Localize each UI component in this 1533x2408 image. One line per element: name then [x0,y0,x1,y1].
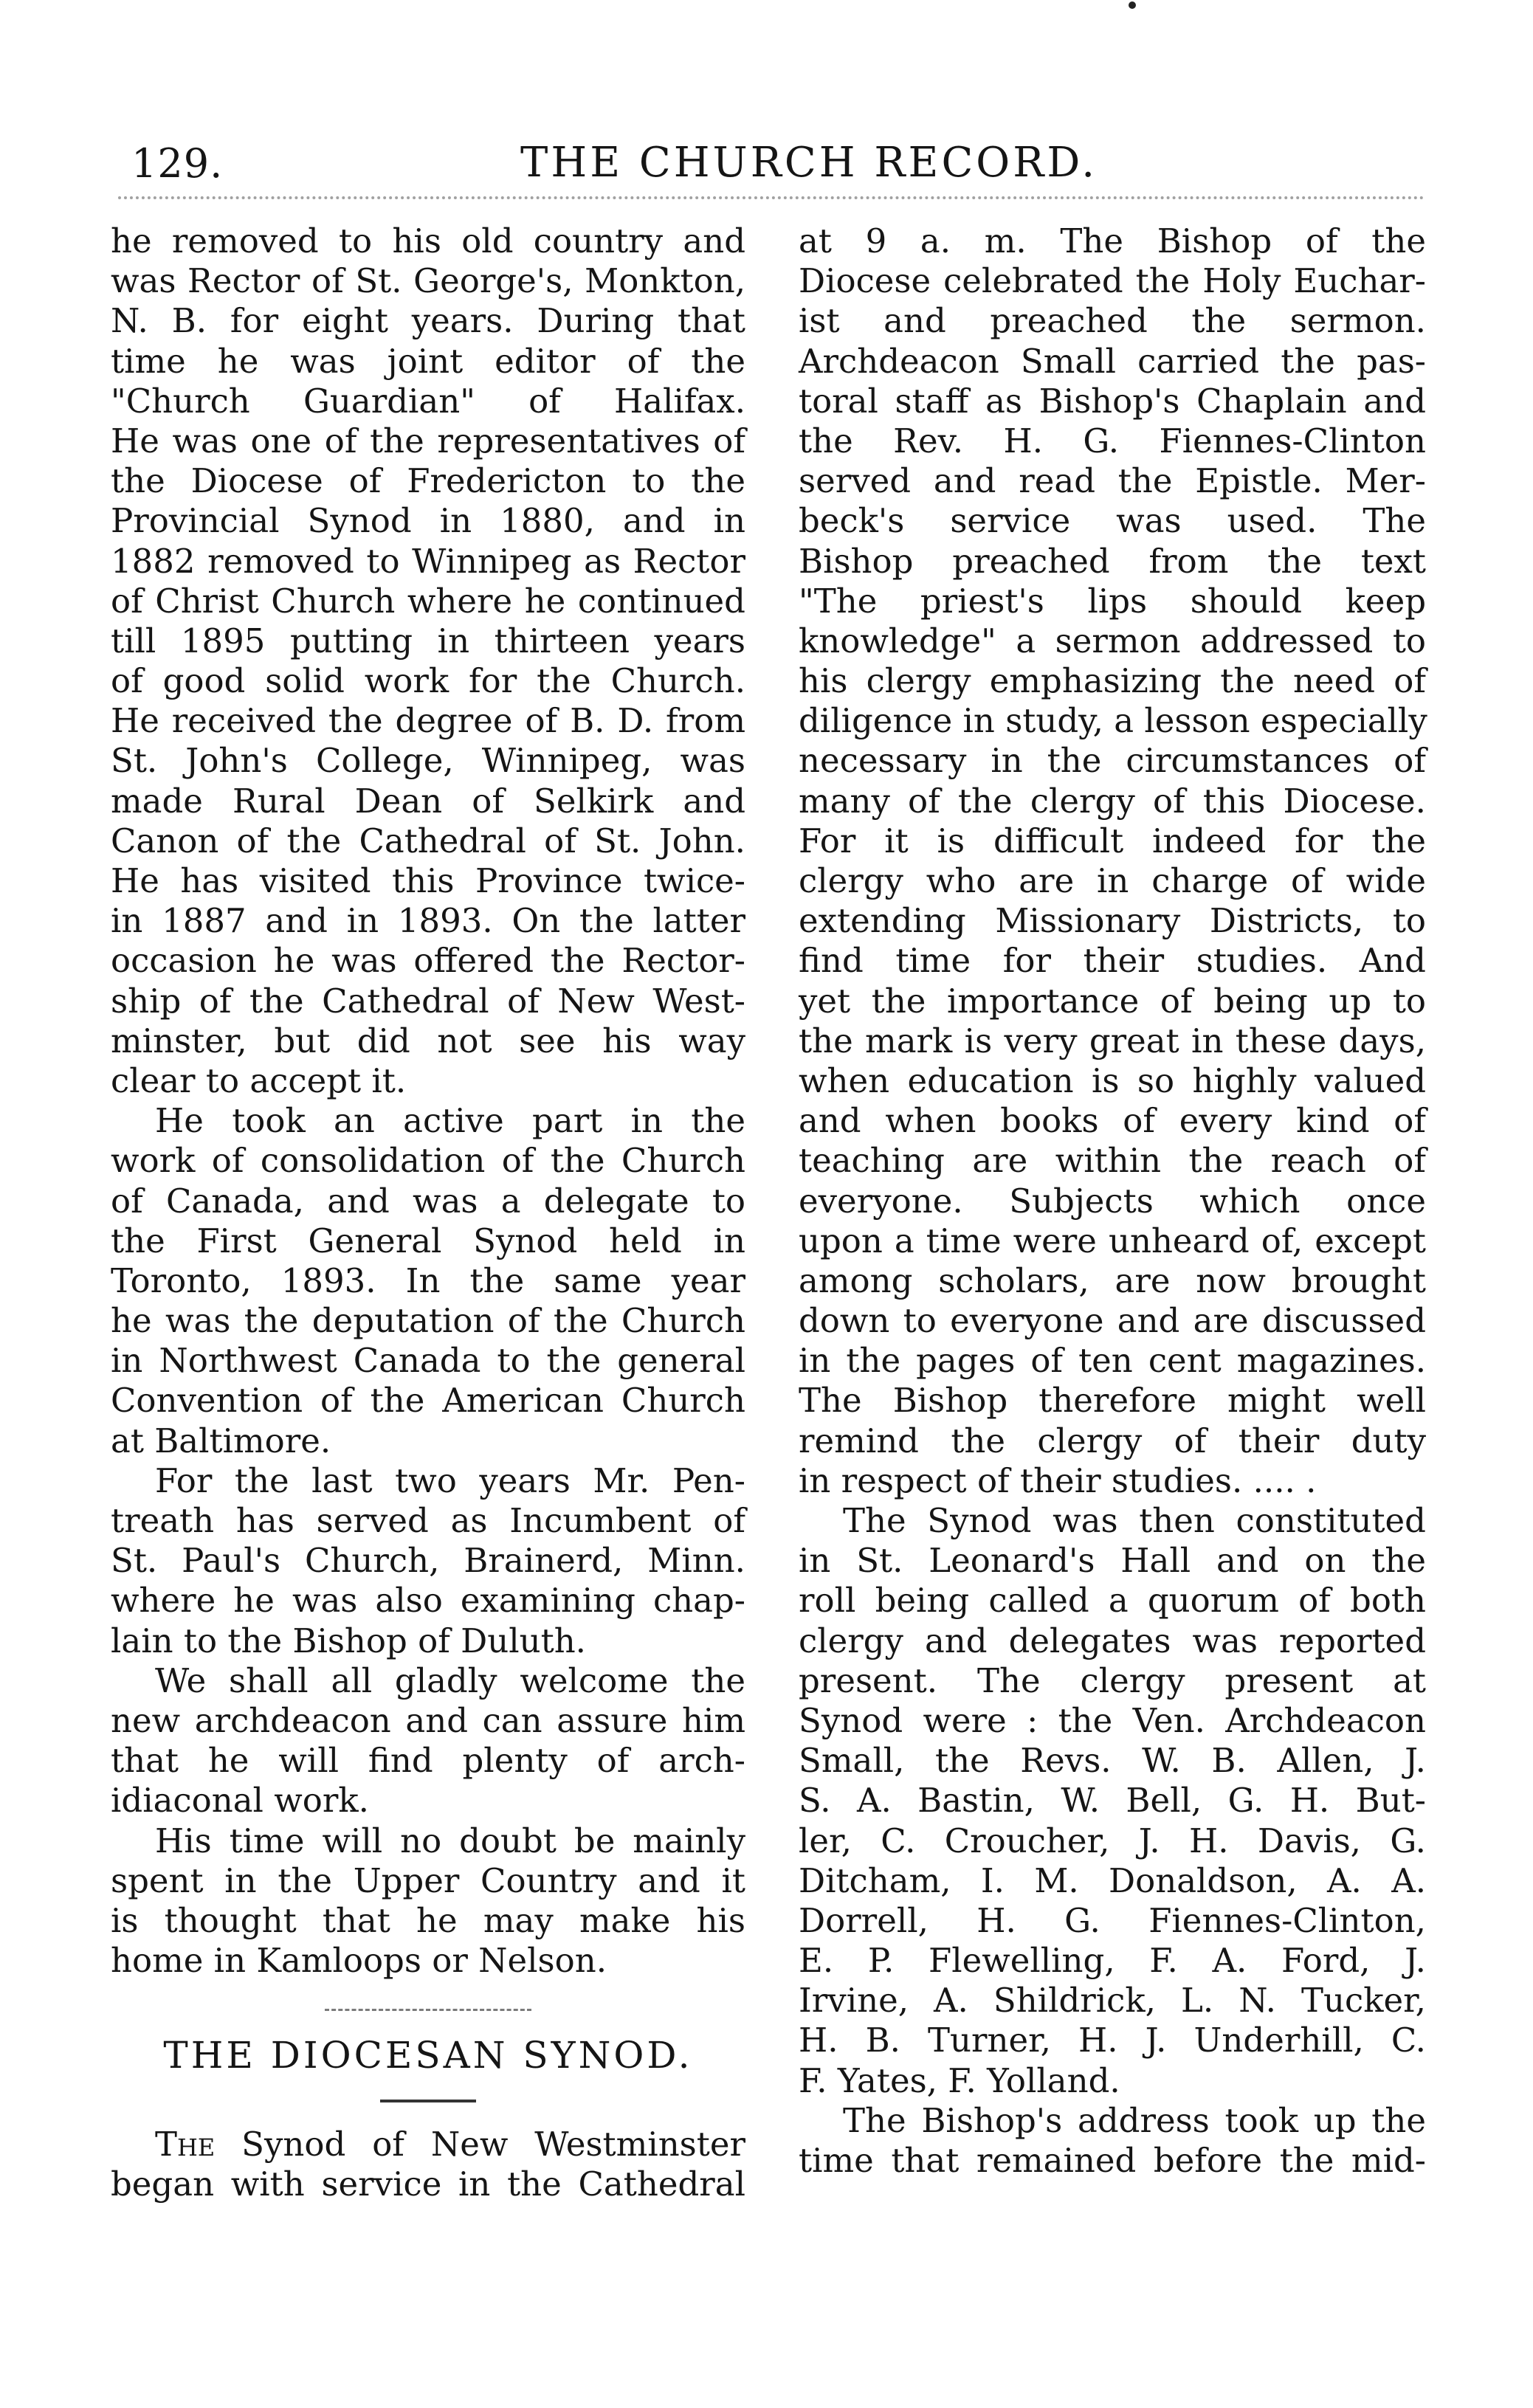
text-line: S. A. Bastin, W. Bell, G. H. But- [799,1781,1426,1821]
text-line: find time for their studies. And [799,941,1426,981]
paragraph [111,1661,745,1821]
page-header [111,137,1425,196]
text-line: 1882 removed to Winnipeg as Rector [111,541,745,581]
text-line: home in Kamloops or Nelson. [111,1941,607,1981]
text-line: Small, the Revs. W. B. Allen, J. [799,1741,1426,1781]
text-line: at Baltimore. [111,1421,331,1460]
text-line: Provincial Synod in 1880, and in [111,501,745,541]
text-line: Diocese celebrated the Holy Euchar- [799,261,1426,301]
text-line: was Rector of St. George's, Monkton, [111,261,745,301]
left-column [111,221,745,2205]
text-line: N. B. for eight years. During that [111,301,745,341]
text-line: ler, C. Croucher, J. H. Davis, G. [799,1821,1426,1860]
text-line: toral staff as Bishop's Chaplain and [799,381,1426,421]
text-line: roll being called a quorum of both [799,1581,1426,1621]
text-line: For the last two years Mr. Pen- [155,1460,745,1500]
text-line: Toronto, 1893. In the same year [111,1260,745,1300]
text-line: necessary in the circumstances of [799,741,1426,781]
section-heading: THE DIOCESAN SYNOD. [163,2034,693,2077]
text-line: The Synod was then constituted [843,1501,1426,1540]
text-line: His time will no doubt be mainly [155,1821,745,1860]
text-line: served and read the Epistle. Mer- [799,461,1426,501]
paragraph [111,1821,745,1981]
text-line: made Rural Dean of Selkirk and [111,781,745,821]
text-line: the Rev. H. G. Fiennes-Clinton [799,421,1426,460]
text-line: H. B. Turner, H. J. Underhill, C. [799,2021,1426,2060]
text-line: teaching are within the reach of [799,1141,1426,1181]
text-line: Convention of the American Church [111,1381,745,1421]
text-line: yet the importance of being up to [799,981,1426,1021]
text-line: of Canada, and was a delegate to [111,1181,745,1221]
text-line: ship of the Cathedral of New West- [111,981,745,1021]
text-line: in 1887 and in 1893. On the latter [111,901,745,941]
paragraph-continuation [799,221,1426,1501]
text-line: of good solid work for the Church. [111,661,745,701]
text-line: Irvine, A. Shildrick, L. N. Tucker, [799,1981,1426,2021]
text-line: "Church Guardian" of Halifax. [111,381,745,421]
text-line: The Bishop therefore might well [799,1381,1426,1421]
paragraph-continuation [111,221,745,1101]
running-title: THE CHURCH RECORD. [520,139,1098,187]
text-line: spent in the Upper Country and it [111,1860,745,1900]
text-line: The Bishop's address took up the [843,2100,1426,2140]
text-line: of Christ Church where he continued [111,581,745,621]
text-line: he was the deputation of the Church [111,1301,745,1341]
text-line: clergy and delegates was reported [799,1621,1426,1660]
text-line: occasion he was offered the Rector- [111,941,745,981]
paragraph [111,1461,745,1661]
text-line: in respect of their studies. .... . [799,1460,1317,1500]
text-line: St. Paul's Church, Brainerd, Minn. [111,1541,745,1581]
text-line: Archdeacon Small carried the pas- [799,341,1426,381]
text-line: treath has served as Incumbent of [111,1501,745,1540]
text-line: lain to the Bishop of Duluth. [111,1621,586,1660]
text-line: He has visited this Province twice- [111,861,745,900]
text-line: where he was also examining chap- [111,1581,745,1621]
text-line: time that remained before the mid- [799,2141,1426,2180]
text-line: For it is difficult indeed for the [799,821,1426,860]
text-line: in Northwest Canada to the general [111,1341,745,1381]
text-line: till 1895 putting in thirteen years [111,621,745,660]
paragraph [799,2101,1426,2181]
text-line: and when books of every kind of [799,1101,1426,1141]
text-line: work of consolidation of the Church [111,1141,745,1181]
text-line: many of the clergy of this Diocese. [799,781,1426,821]
header-rule [118,196,1425,199]
right-column [799,221,1426,2181]
text-line: began with service in the Cathedral [111,2164,745,2204]
page-number: 129. [131,140,224,187]
paragraph [111,1101,745,1461]
paragraph [799,1501,1426,2101]
text-line: new archdeacon and can assure him [111,1700,745,1740]
text-line: upon a time were unheard of, except [799,1221,1426,1260]
text-line: clear to accept it. [111,1060,407,1100]
text-line: remind the clergy of their duty [799,1421,1426,1460]
section-divider [325,2009,531,2011]
text-line: idiaconal work. [111,1781,369,1821]
text-line [111,2125,745,2164]
text-line: knowledge" a sermon addressed to [799,621,1426,660]
text-line: F. Yates, F. Yolland. [799,2060,1120,2100]
text-line: present. The clergy present at [799,1660,1426,1700]
text-line: when education is so highly valued [799,1060,1426,1100]
text-line: Canon of the Cathedral of St. John. [111,821,745,860]
text-line: He received the degree of B. D. from [111,701,745,741]
text-line: everyone. Subjects which once [799,1181,1426,1221]
text-line: time he was joint editor of the [111,341,745,381]
paragraph [111,2125,745,2204]
text-line: among scholars, are now brought [799,1260,1426,1300]
text-line: beck's service was used. The [799,501,1426,541]
text-line: minster, but did not see his way [111,1021,745,1060]
text-line: clergy who are in charge of wide [799,861,1426,900]
text-line: Bishop preached from the text [799,541,1426,581]
text-run: Synod of New Westminster [215,2125,745,2164]
text-line: He was one of the representatives of [111,421,745,460]
text-line: He took an active part in the [155,1101,745,1141]
text-line: down to everyone and are discussed [799,1301,1426,1341]
lead-word: The [155,2125,216,2164]
text-line: "The priest's lips should keep [799,581,1426,621]
text-line: his clergy emphasizing the need of [799,661,1426,701]
text-line: ist and preached the sermon. [799,301,1426,341]
text-line: is thought that he may make his [111,1900,745,1940]
text-line: the mark is very great in these days, [799,1021,1426,1060]
text-line: the First General Synod held in [111,1221,745,1260]
text-line: Dorrell, H. G. Fiennes-Clinton, [799,1900,1426,1940]
text-line: he removed to his old country and [111,221,745,261]
text-line: that he will find plenty of arch- [111,1741,745,1781]
text-line: in St. Leonard's Hall and on the [799,1541,1426,1581]
text-line: in the pages of ten cent magazines. [799,1341,1426,1381]
text-line: St. John's College, Winnipeg, was [111,741,745,781]
text-line: diligence in study, a lesson especially [799,701,1427,741]
text-line: Synod were : the Ven. Archdeacon [799,1700,1426,1740]
text-line: E. P. Flewelling, F. A. Ford, J. [799,1941,1426,1981]
text-line: We shall all gladly welcome the [155,1660,745,1700]
ink-speck [1129,1,1136,9]
text-line: extending Missionary Districts, to [799,901,1426,941]
text-line: the Diocese of Fredericton to the [111,461,745,501]
text-line: at 9 a. m. The Bishop of the [799,221,1426,261]
text-line: Ditcham, I. M. Donaldson, A. A. [799,1860,1426,1900]
heading-rule [380,2100,476,2102]
